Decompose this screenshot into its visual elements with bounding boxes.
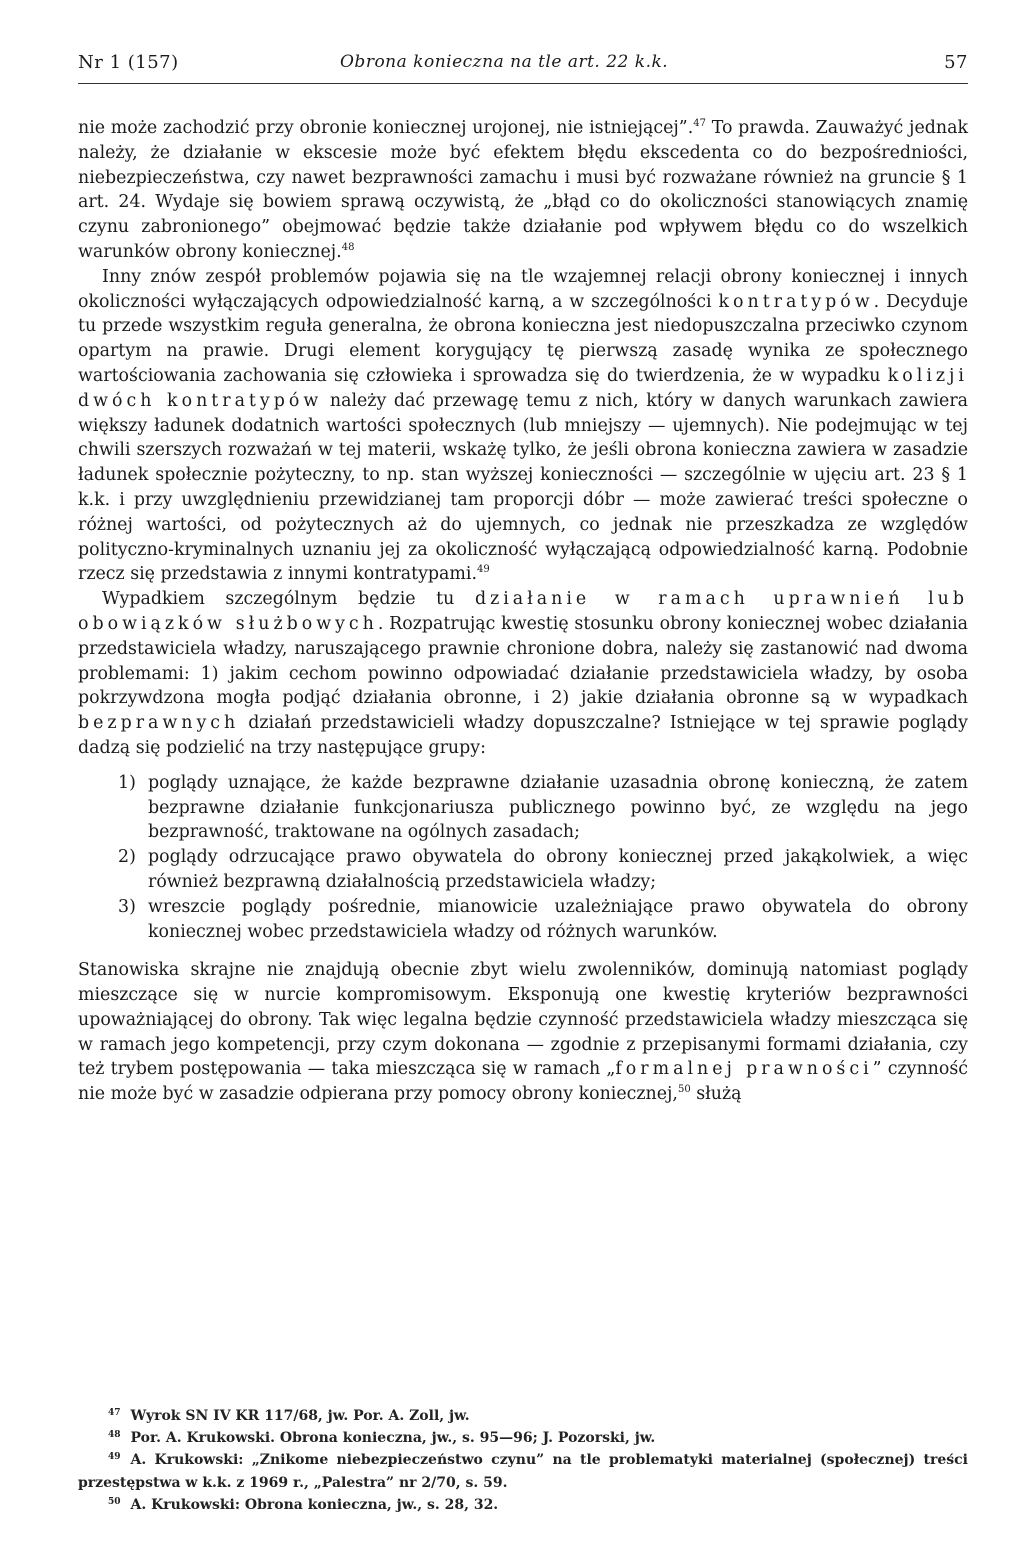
spaced-emphasis: kontratypów xyxy=(718,291,874,312)
paragraph-3: Wypadkiem szczególnym będzie tu działanie w ramach uprawnień lub obowiązków służbowych. Rozpatrując kwestię stosunku obrony koniecznej wobec działania przedstawiciela władzy, naruszającego prawnie chronione dobra, należy się zastanowić nad dwoma problemami: 1) jakim cechom powinno odpowiadać działanie przedstawiciela władzy, by osoba pokrzywdzona mogła podjąć działania obronne, i 2) jakie działania obronne są w wypadkach bezprawnych działań przedstawicieli władzy dopuszczalne? Istniejące w tej sprawie poglądy dadzą się podzielić na trzy następujące grupy: xyxy=(78,589,969,758)
footnote-47: $^{47}$ Wyrok SN IV KR 117/68, jw. Por. A. Zoll, jw. xyxy=(108,1408,470,1424)
main-text xyxy=(78,116,968,1107)
running-title: Obrona konieczna na tle art. 22 k.k. xyxy=(340,52,669,72)
spaced-emphasis: bezprawnych xyxy=(78,713,240,734)
footnote-50: $^{50}$ A. Krukowski: Obrona konieczna, jw., s. 28, 32. xyxy=(108,1496,499,1513)
footnote-48: $^{48}$ Por. A. Krukowski. Obrona konieczna, jw., s. 95—96; J. Pozorski, jw. xyxy=(108,1430,656,1447)
page-number: 57 xyxy=(944,52,968,73)
paragraph-2: Inny znów zespół problemów pojawia się na tle wzajemnej relacji obrony koniecznej i innych okoliczności wyłączających odpowiedzialność karną, a w szczególności kontratypów. Decyduje tu przede wszystkim reguła generalna, że obrona konieczna jest niedopuszczalna przeciwko czynom opartym na prawie. Drugi element korygujący tę pierwszą zasadę wynika ze społecznego wartościowania zachowania się człowieka i sprowadza się do twierdzenia, że w wypadku kolizji dwóch kontratypów należy dać przewagę temu z nich, który w danych warunkach zawiera większy ładunek dodatnich wartości społecznych (lub mniejszy — ujemnych). Nie podejmując w tej chwili szerszych rozważań w tej materii, wskażę tylko, że jeśli obrona konieczna zawiera w zasadzie ładunek społecznie pożyteczny, to np. stan wyższej konieczności — szczególnie w ujęciu art. 23 § 1 k.k. i przy uwzględnieniu przewidzianej tam proporcji dóbr — może zawierać treści społeczne o różnej wartości, od pożytecznych aż do ujemnych, co jednak nie przeszkadza ze względów polityczno-kryminalnych uznaniu jej za okoliczność wyłączającą odpowiedzialność karną. Podobnie rzecz się przedstawia z innymi kontratypami.$^{49}$ xyxy=(78,266,969,585)
list-item: 3) wreszcie poglądy pośrednie, mianowicie uzależniające prawo obywatela do obrony koniecznej wobec przedstawiciela władzy od różnych warunków. xyxy=(118,896,968,942)
running-header xyxy=(78,52,968,78)
footnotes xyxy=(78,1405,968,1516)
views-list xyxy=(78,771,968,945)
footnote-ref-50: 50 xyxy=(677,1084,691,1096)
spaced-emphasis: działanie w ramach uprawnień lub obowiązków służbowych xyxy=(78,589,969,634)
header-rule xyxy=(78,83,968,84)
footnote-ref-48: 48 xyxy=(341,241,355,253)
list-item: 1) poglądy uznające, że każde bezprawne działanie uzasadnia obronę konieczną, że zatem bezprawne działanie funkcjonariusza publicznego powinno być, ze względu na jego bezprawność, traktowane na ogólnych zasadach; xyxy=(118,772,968,843)
footnote-ref-47: 47 xyxy=(693,118,706,129)
paragraph-1: nie może zachodzić przy obronie koniecznej urojonej, nie istniejącej”.$^{47}$ To prawda. Zauważyć jednak należy, że działanie w ekscesie może być efektem błędu ekscedenta co do bezpośredniości, niebezpieczeństwa, czy nawet bezprawności zamachu i musi być rozważane również na gruncie § 1 art. 24. Wydaje się bowiem sprawą oczywistą, że „błąd co do okoliczności stanowiących znamię czynu zabronionego” obejmować będzie także działanie pod wpływem błędu co do wszelkich warunków obrony koniecznej.$^{48}$ xyxy=(78,118,968,262)
list-item: 2) poglądy odrzucające prawo obywatela do obrony koniecznej przed jakąkolwiek, a więc również bezprawną działalnością przedstawiciela władzy; xyxy=(118,847,968,892)
page xyxy=(78,52,969,1513)
spaced-emphasis: kolizji dwóch kontratypów xyxy=(78,365,968,411)
paragraph-4: Stanowiska skrajne nie znajdują obecnie zbyt wielu zwolenników, dominują natomiast poglądy mieszczące się w nurcie kompromisowym. Eksponują one kwestię kryteriów bezprawności upoważniającej do obrony. Tak więc legalna będzie czynność przedstawiciela władzy mieszcząca się w ramach jego kompetencji, przy czym dokonana — zgodnie z przepisanymi formami działania, czy też trybem postępowania — taka mieszcząca się w ramach „formalnej prawności” czynność nie może być w zasadzie odpierana przy pomocy obrony koniecznej,$^{50}$ służą xyxy=(78,960,968,1105)
spaced-emphasis: formalnej prawności xyxy=(615,1059,873,1080)
footnote-ref-49: 49 xyxy=(477,564,490,576)
footnote-49: $^{49}$ A. Krukowski: „Znikome niebezpieczeństwo czynu” na tle problematyki materialnej (społecznej) treści przestępstwa w k.k. z 1969 r., „Palestra” nr 2/70, s. 59. xyxy=(78,1452,968,1491)
issue-number: Nr 1 (157) xyxy=(78,52,179,73)
